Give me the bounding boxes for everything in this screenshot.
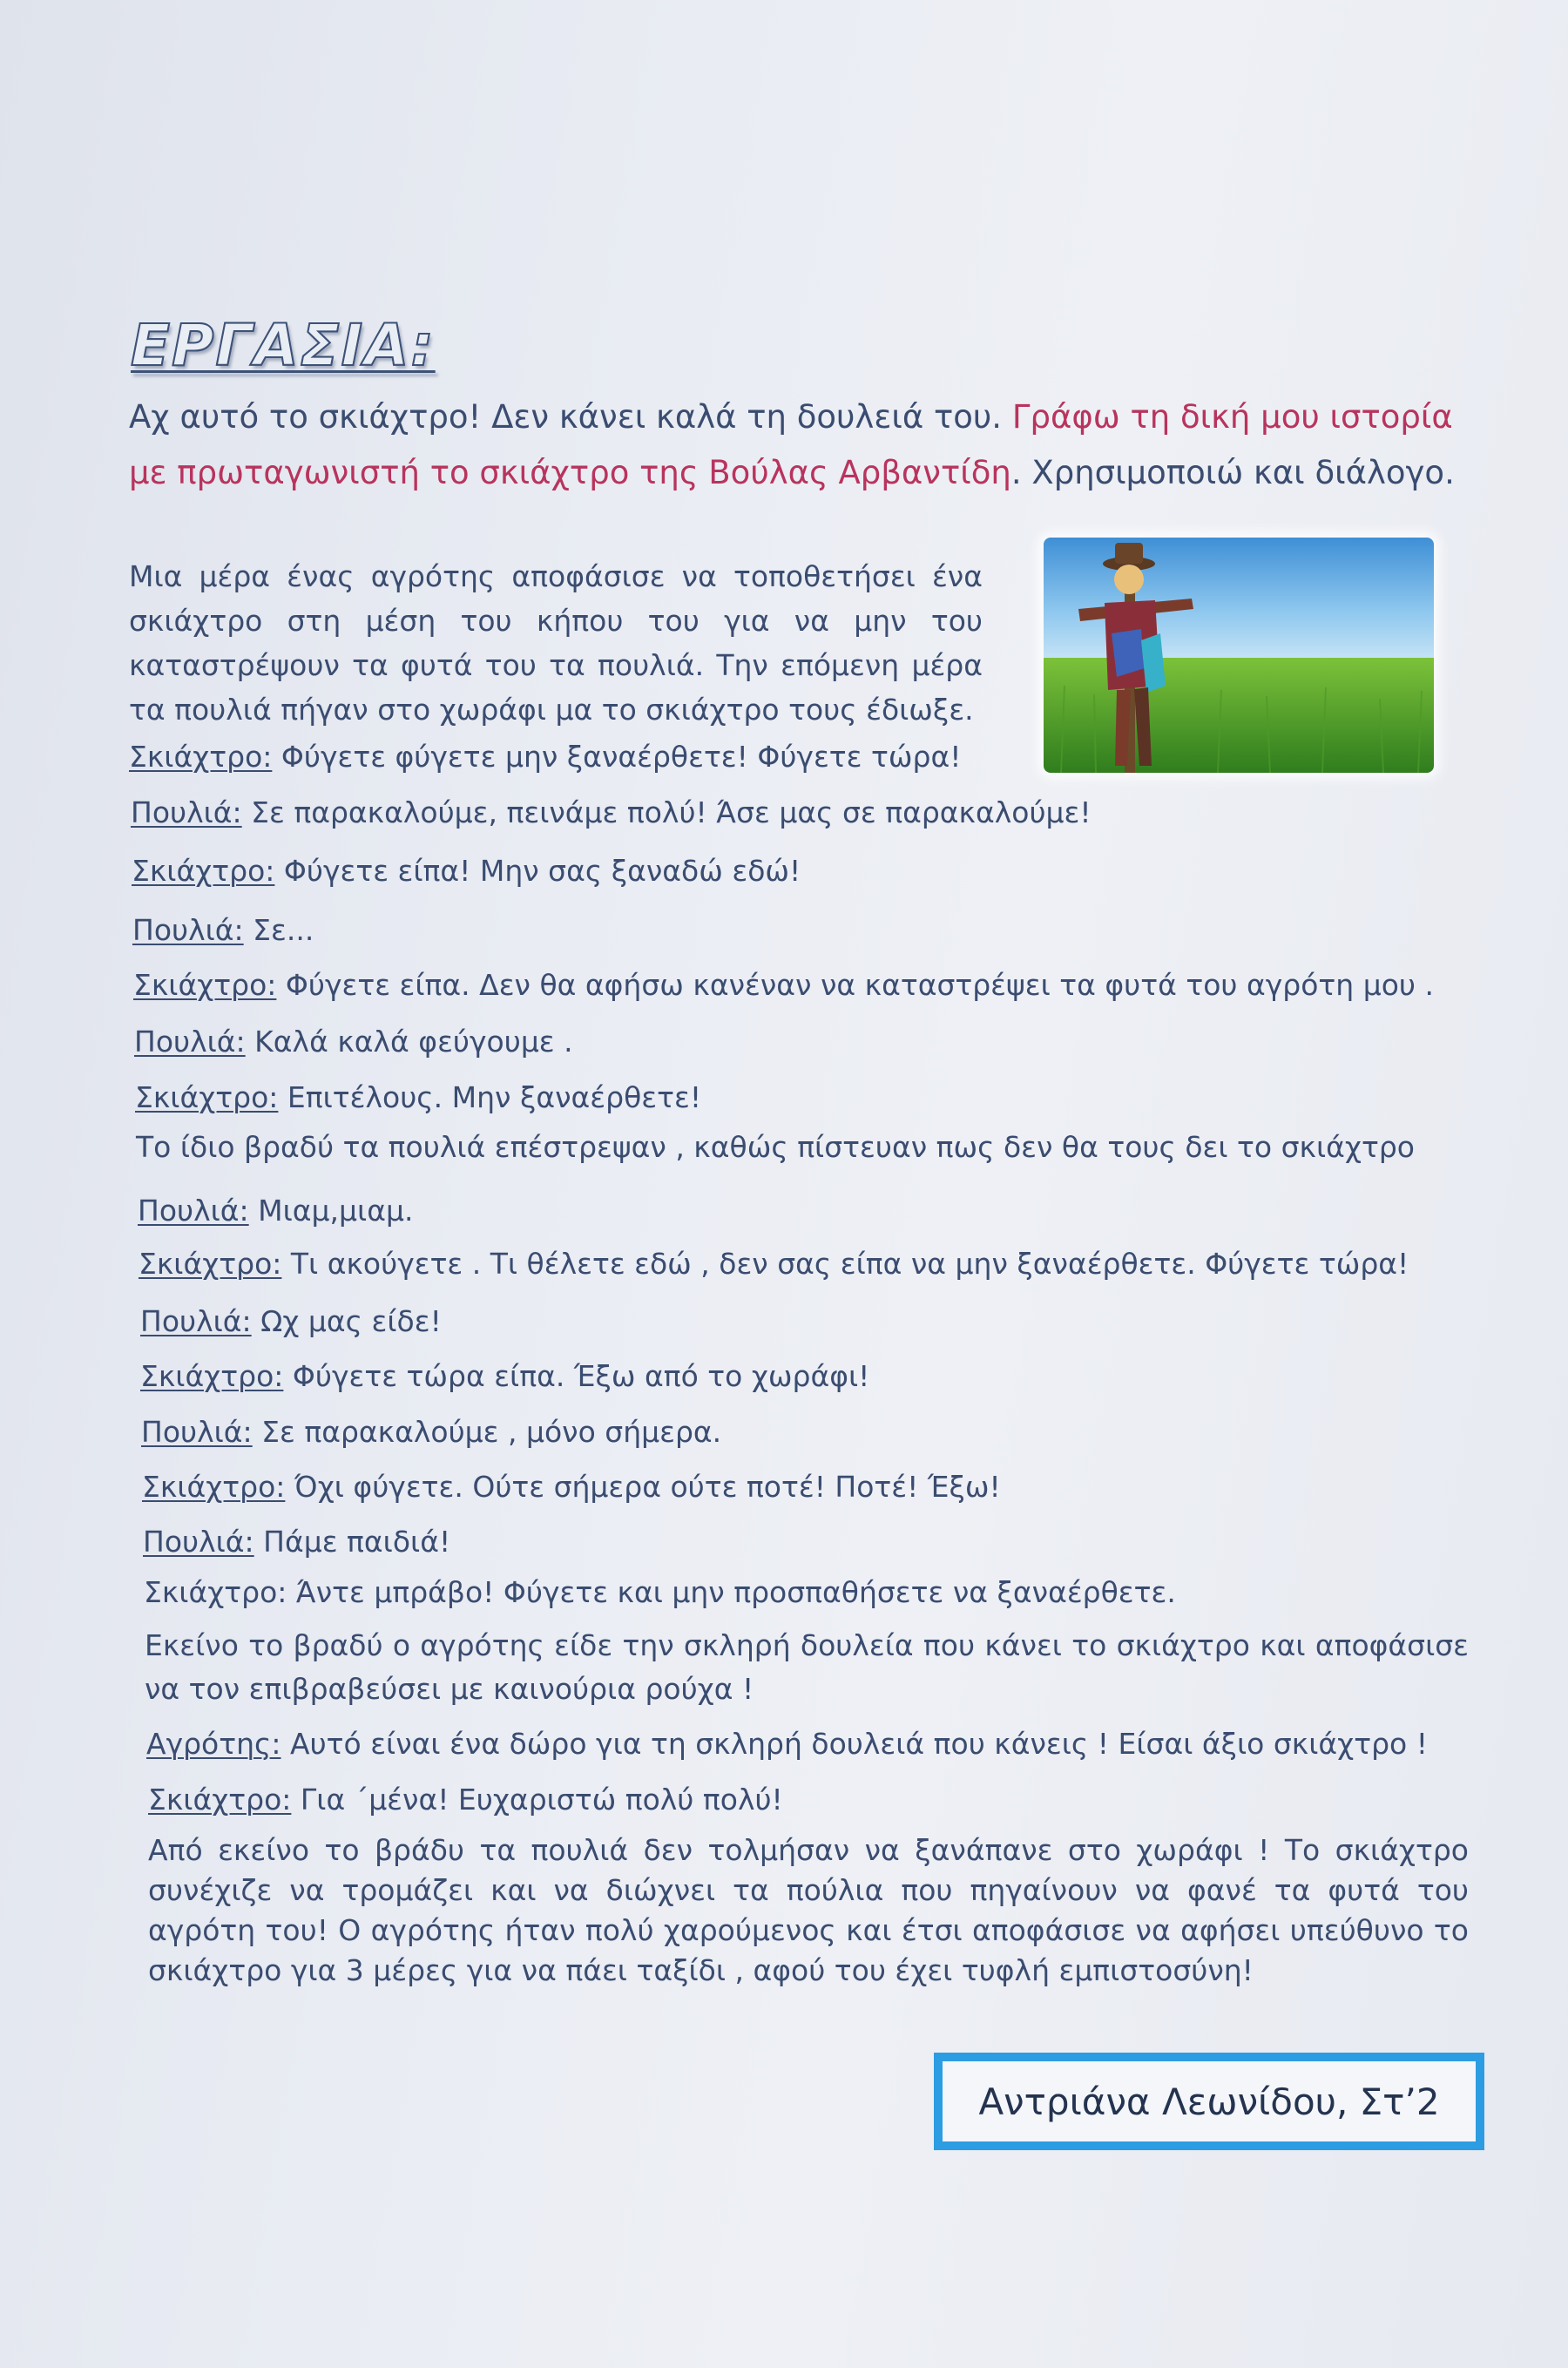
dialogue-line — [142, 1470, 1001, 1504]
speaker: Πουλιά: — [140, 1304, 252, 1338]
speaker: Σκιάχτρο: — [142, 1470, 286, 1504]
instructions-text: Αχ αυτό το σκιάχτρο! Δεν κάνει καλά τη δουλειά του. — [129, 398, 1012, 436]
dialogue-line — [133, 968, 1434, 1002]
dialogue-line — [134, 1025, 573, 1059]
scarecrow-image — [1044, 538, 1434, 773]
scarecrow-illustration — [1044, 538, 1434, 773]
line-text: Σε... — [243, 913, 314, 947]
line-text: Σε παρακαλούμε, πεινάμε πολύ! Άσε μας σε παρακαλούμε! — [241, 795, 1092, 829]
assignment-instructions — [129, 389, 1488, 501]
speaker: Σκιάχτρο: — [148, 1783, 292, 1817]
line-text: Πάμε παιδιά! — [253, 1525, 451, 1559]
dialogue-line — [129, 740, 961, 774]
line-text: Επιτέλους. Μην ξαναέρθετε! — [278, 1080, 702, 1114]
instructions-highlight-1: Γράφω τη δική μου ιστορία — [1011, 398, 1453, 436]
line-text: Φύγετε είπα! Μην σας ξαναδώ εδώ! — [274, 854, 801, 888]
dialogue-line — [135, 1080, 701, 1114]
line-text: Σκιάχτρο: Άντε μπράβο! Φύγετε και μην προσπαθήσετε να ξαναέρθετε. — [144, 1575, 1176, 1609]
speaker: Σκιάχτρο: — [132, 854, 275, 888]
paragraph-evening: Εκείνο το βραδύ ο αγρότης είδε την σκληρή δουλεία που κάνει το σκιάχτρο και αποφάσισε να τον επιβραβεύσει με καινούρια ρούχα ! — [145, 1628, 1469, 1706]
dialogue-line — [144, 1575, 1176, 1609]
narration-line — [136, 1130, 1415, 1164]
speaker: Πουλιά: — [131, 795, 242, 829]
dialogue-line — [132, 854, 801, 888]
speaker: Σκιάχτρο: — [129, 740, 273, 774]
dialogue-line — [132, 913, 314, 947]
line-text: Για ΄μένα! Ευχαριστώ πολύ πολύ! — [291, 1783, 783, 1817]
line-text: Τι ακούγετε . Τι θέλετε εδώ , δεν σας είπα να μην ξαναέρθετε. Φύγετε τώρα! — [281, 1247, 1409, 1281]
line-text: Σε παρακαλούμε , μόνο σήμερα. — [252, 1415, 722, 1449]
dialogue-line — [140, 1304, 442, 1338]
dialogue-line — [146, 1727, 1428, 1761]
speaker: Αγρότης: — [146, 1727, 281, 1761]
line-text: Φύγετε είπα. Δεν θα αφήσω κανέναν να καταστρέψει τα φυτά του αγρότη μου . — [276, 968, 1434, 1002]
dialogue-line — [131, 795, 1092, 829]
author-signature-box — [934, 2053, 1484, 2150]
line-text: Αυτό είναι ένα δώρο για τη σκληρή δουλειά που κάνεις ! Είσαι άξιο σκιάχτρο ! — [280, 1727, 1428, 1761]
story-intro: Μια μέρα ένας αγρότης αποφάσισε να τοποθετήσει ένα σκιάχτρο στη μέση του κήπου του για να μην του καταστρέψουν τα φυτά του τα πουλιά. Την επόμενη μέρα τα πουλιά πήγαν στο χωράφι μα το σκιάχτρο τους έδιωξε. — [129, 559, 983, 727]
dialogue-line — [141, 1415, 721, 1449]
line-text: Φύγετε τώρα είπα. Έξω από το χωράφι! — [283, 1359, 870, 1393]
line-text: Το ίδιο βραδύ τα πουλιά επέστρεψαν , καθώς πίστευαν πως δεν θα τους δει το σκιάχτρο — [136, 1130, 1415, 1164]
speaker: Πουλιά: — [132, 913, 244, 947]
dialogue-line — [143, 1525, 450, 1559]
line-text: Καλά καλά φεύγουμε . — [245, 1025, 573, 1059]
speaker: Πουλιά: — [134, 1025, 246, 1059]
speaker: Πουλιά: — [138, 1194, 249, 1228]
paragraph-ending: Από εκείνο το βράδυ τα πουλιά δεν τολμήσαν να ξανάπανε στο χωράφι ! Το σκιάχτρο συνέχιζε να τρομάζει και να διώχνει τα πούλια που πηγαίνουν να φανέ τα φυτά του αγρότη του! Ο αγρότης ήταν πολύ χαρούμενος και έτσι αποφάσισε να αφήσει υπεύθυνο το σκιάχτρο για 3 μέρες για να πάει ταξίδι , αφού του έχει τυφλή εμπιστοσύνη! — [148, 1833, 1469, 1987]
dialogue-line — [140, 1359, 869, 1393]
speaker: Σκιάχτρο: — [140, 1359, 284, 1393]
line-text: Ωχ μας είδε! — [251, 1304, 442, 1338]
author-name: Αντριάνα Λεωνίδου, Στ’2 — [978, 2080, 1440, 2123]
instructions-highlight-2: με πρωταγωνιστή το σκιάχτρο της Βούλας Αρβαντίδη — [129, 454, 1011, 491]
page-title: ΕΡΓΑΣΙΑ: — [131, 312, 436, 379]
speaker: Πουλιά: — [143, 1525, 254, 1559]
line-text: Όχι φύγετε. Ούτε σήμερα ούτε ποτέ! Ποτέ! Έξω! — [285, 1470, 1001, 1504]
instructions-text-end: . Χρησιμοποιώ και διάλογο. — [1010, 454, 1455, 491]
dialogue-line — [139, 1247, 1409, 1281]
dialogue-line — [138, 1194, 413, 1228]
dialogue-line — [148, 1783, 783, 1817]
speaker: Πουλιά: — [141, 1415, 253, 1449]
speaker: Σκιάχτρο: — [139, 1247, 282, 1281]
line-text: Φύγετε φύγετε μην ξαναέρθετε! Φύγετε τώρα! — [272, 740, 962, 774]
speaker: Σκιάχτρο: — [135, 1080, 279, 1114]
line-text: Μιαμ,μιαμ. — [248, 1194, 414, 1228]
speaker: Σκιάχτρο: — [133, 968, 277, 1002]
